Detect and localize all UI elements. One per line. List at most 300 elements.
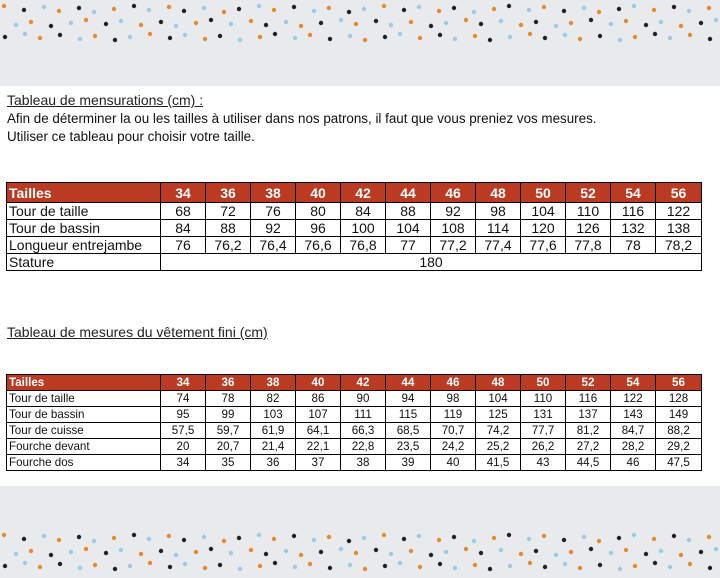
dot — [128, 35, 132, 39]
dot — [363, 38, 367, 42]
dot — [327, 535, 331, 539]
dot — [582, 535, 586, 539]
dot — [527, 537, 531, 541]
dot — [688, 33, 692, 37]
dot — [77, 535, 81, 539]
cell-value: 111 — [341, 407, 386, 423]
cell-value: 100 — [341, 220, 386, 237]
dot — [23, 561, 27, 565]
table-row — [7, 455, 702, 471]
dot — [632, 533, 636, 537]
dot — [479, 551, 483, 555]
dot — [308, 33, 312, 37]
dot — [237, 536, 241, 540]
size-header-34: 34 — [161, 183, 206, 203]
dot — [57, 538, 61, 542]
dot — [398, 32, 402, 36]
dot — [708, 37, 712, 41]
dot — [319, 21, 323, 25]
cell-value: 27,2 — [566, 439, 611, 455]
cell-value: 126 — [566, 220, 611, 237]
dot — [492, 536, 496, 540]
dot — [597, 539, 601, 543]
table-row — [7, 407, 702, 423]
dot — [168, 565, 172, 569]
dot — [417, 534, 421, 538]
dot — [429, 553, 433, 557]
cell-value: 99 — [206, 407, 251, 423]
decorative-dots-banner-top — [0, 0, 720, 86]
dot — [292, 534, 296, 538]
dot — [507, 4, 511, 8]
cell-value: 88,2 — [656, 423, 702, 439]
size-header-56: 56 — [656, 375, 702, 391]
table-row — [7, 423, 702, 439]
dot — [23, 32, 27, 36]
dot — [554, 24, 558, 28]
dot — [389, 552, 393, 556]
dot — [398, 561, 402, 565]
cell-value: 22,1 — [296, 439, 341, 455]
dot — [652, 8, 656, 12]
cell-value: 84 — [341, 203, 386, 220]
dot — [699, 21, 703, 25]
dot — [58, 33, 62, 37]
cell-value: 36 — [251, 455, 296, 471]
dot — [609, 551, 613, 555]
dot — [444, 21, 448, 25]
dot — [633, 564, 637, 568]
dot — [578, 37, 582, 41]
dot — [597, 10, 601, 14]
cell-value: 76,2 — [206, 237, 251, 254]
dot — [112, 7, 116, 11]
dot — [84, 18, 88, 22]
cell-value: 41,5 — [476, 455, 521, 471]
dot — [519, 552, 523, 556]
cell-value: 74 — [161, 391, 206, 407]
dot — [312, 538, 316, 542]
dot — [578, 566, 582, 570]
dot — [69, 21, 73, 25]
dot — [202, 535, 206, 539]
size-header-54: 54 — [611, 183, 656, 203]
dot — [362, 7, 366, 11]
cell-value: 23,5 — [386, 439, 431, 455]
dot — [77, 6, 81, 10]
cell-value: 131 — [521, 407, 566, 423]
dot — [293, 565, 297, 569]
dot — [618, 38, 622, 42]
cell-value: 96 — [296, 220, 341, 237]
dot — [194, 21, 198, 25]
dot — [29, 20, 33, 24]
dot — [264, 552, 268, 556]
cell-value: 116 — [611, 203, 656, 220]
dot — [464, 547, 468, 551]
cell-value: 143 — [611, 407, 656, 423]
size-header-50: 50 — [521, 183, 566, 203]
dot — [679, 24, 683, 28]
cell-value: 47,5 — [656, 455, 702, 471]
cell-value: 21,4 — [251, 439, 296, 455]
dot — [3, 35, 7, 39]
cell-value: 110 — [521, 391, 566, 407]
dot — [714, 547, 718, 551]
cell-value: 38 — [341, 455, 386, 471]
dot — [444, 550, 448, 554]
dot — [292, 5, 296, 9]
dot — [347, 539, 351, 543]
dot — [617, 7, 621, 11]
dot — [374, 19, 378, 23]
dot — [2, 533, 6, 537]
dot — [479, 22, 483, 26]
cell-value: 120 — [521, 220, 566, 237]
dot — [438, 33, 442, 37]
dot — [312, 9, 316, 13]
dot — [284, 549, 288, 553]
dot — [167, 5, 171, 9]
finished-garment-table — [6, 374, 702, 471]
dot — [14, 552, 18, 556]
dot — [437, 9, 441, 13]
cell-value: 98 — [476, 203, 521, 220]
header-label-tailles: Tailles — [7, 183, 161, 203]
cell-value: 107 — [296, 407, 341, 423]
dot — [328, 37, 332, 41]
dot — [707, 6, 711, 10]
dot — [22, 8, 26, 12]
dot — [183, 562, 187, 566]
measurements-table-title: Tableau de mensurations (cm) : — [7, 92, 204, 108]
cell-value: 77,6 — [521, 237, 566, 254]
cell-value: 84 — [161, 220, 206, 237]
dot — [488, 567, 492, 571]
dot — [624, 548, 628, 552]
cell-value: 74,2 — [476, 423, 521, 439]
dot — [49, 553, 53, 557]
row-label: Tour de bassin — [7, 407, 161, 423]
dot — [78, 566, 82, 570]
dot — [148, 32, 152, 36]
dot — [299, 553, 303, 557]
dot — [237, 7, 241, 11]
dot — [418, 565, 422, 569]
cell-value: 122 — [656, 203, 702, 220]
cell-value: 76,4 — [251, 237, 296, 254]
cell-value: 137 — [566, 407, 611, 423]
dot — [632, 4, 636, 8]
dot — [554, 553, 558, 557]
size-header-50: 50 — [521, 375, 566, 391]
dot — [714, 18, 718, 22]
cell-value: 61,9 — [251, 423, 296, 439]
dot — [652, 537, 656, 541]
dot — [202, 6, 206, 10]
dot — [119, 548, 123, 552]
dot — [618, 567, 622, 571]
dot — [473, 563, 477, 567]
dot — [203, 566, 207, 570]
dot — [668, 565, 672, 569]
dot — [159, 20, 163, 24]
cell-value: 92 — [251, 220, 296, 237]
table-row — [7, 203, 702, 220]
dot — [104, 22, 108, 26]
polka-dots-pattern — [0, 0, 720, 86]
cell-value: 76,8 — [341, 237, 386, 254]
cell-value: 59,7 — [206, 423, 251, 439]
dot — [29, 549, 33, 553]
size-header-34: 34 — [161, 375, 206, 391]
cell-value: 66,3 — [341, 423, 386, 439]
finished-garment-table-title: Tableau de mesures du vêtement fini (cm) — [7, 324, 268, 340]
dot — [653, 561, 657, 565]
dot — [452, 535, 456, 539]
dot — [194, 550, 198, 554]
row-label: Fourche devant — [7, 439, 161, 455]
dot — [499, 548, 503, 552]
dot — [418, 36, 422, 40]
dot — [528, 561, 532, 565]
dot — [57, 9, 61, 13]
cell-value: 72 — [206, 203, 251, 220]
cell-value: 25,2 — [476, 439, 521, 455]
cell-value: 104 — [386, 220, 431, 237]
dot — [14, 23, 18, 27]
cell-value: 34 — [161, 455, 206, 471]
table-row — [7, 237, 702, 254]
dot — [38, 565, 42, 569]
row-label: Fourche dos — [7, 455, 161, 471]
cell-value: 108 — [431, 220, 476, 237]
cell-value: 80 — [296, 203, 341, 220]
dot — [672, 5, 676, 9]
dot — [93, 563, 97, 567]
dot — [383, 35, 387, 39]
dot — [327, 6, 331, 10]
dot — [347, 10, 351, 14]
dot — [139, 552, 143, 556]
table-row — [7, 439, 702, 455]
row-label: Tour de taille — [7, 391, 161, 407]
dot — [264, 23, 268, 27]
size-header-54: 54 — [611, 375, 656, 391]
cell-value: 110 — [566, 203, 611, 220]
dot — [534, 549, 538, 553]
cell-value: 119 — [431, 407, 476, 423]
dot — [598, 563, 602, 567]
cell-value: 90 — [341, 391, 386, 407]
cell-value: 22,8 — [341, 439, 386, 455]
dot — [543, 565, 547, 569]
dot — [78, 37, 82, 41]
cell-value: 68 — [161, 203, 206, 220]
cell-value: 77,7 — [521, 423, 566, 439]
dot — [582, 6, 586, 10]
dot — [668, 36, 672, 40]
cell-value: 77,8 — [566, 237, 611, 254]
cell-value: 138 — [656, 220, 702, 237]
stature-value: 180 — [161, 254, 702, 271]
dot — [257, 4, 261, 8]
size-header-38: 38 — [251, 375, 296, 391]
dot — [624, 19, 628, 23]
dot — [49, 24, 53, 28]
dot — [258, 35, 262, 39]
dot — [437, 538, 441, 542]
cell-value: 70,7 — [431, 423, 476, 439]
dot — [272, 537, 276, 541]
dot — [183, 33, 187, 37]
cell-value: 26,2 — [521, 439, 566, 455]
dot — [354, 551, 358, 555]
dot — [272, 8, 276, 12]
dot — [257, 533, 261, 537]
dot — [148, 561, 152, 565]
dot — [84, 547, 88, 551]
cell-value: 20 — [161, 439, 206, 455]
body-measurements-table — [6, 182, 702, 271]
cell-value: 114 — [476, 220, 521, 237]
cell-value: 98 — [431, 391, 476, 407]
cell-value: 35 — [206, 455, 251, 471]
dot — [653, 32, 657, 36]
dot — [348, 34, 352, 38]
dot — [633, 35, 637, 39]
dot — [617, 536, 621, 540]
size-header-52: 52 — [566, 183, 611, 203]
dot — [284, 20, 288, 24]
dot — [562, 9, 566, 13]
cell-value: 68,5 — [386, 423, 431, 439]
dot — [222, 539, 226, 543]
dot — [382, 533, 386, 537]
dot — [319, 550, 323, 554]
cell-value: 46 — [611, 455, 656, 471]
intro-text-line-1: Afin de déterminer la ou les tailles à utiliser dans nos patrons, il faut que vous preniez vos mesures. — [7, 111, 597, 126]
cell-value: 132 — [611, 220, 656, 237]
dot — [132, 533, 136, 537]
dot — [409, 549, 413, 553]
size-header-46: 46 — [431, 375, 476, 391]
cell-value: 88 — [386, 203, 431, 220]
cell-value: 76 — [251, 203, 296, 220]
dot — [542, 5, 546, 9]
dot — [708, 566, 712, 570]
cell-value: 24,2 — [431, 439, 476, 455]
dot — [348, 563, 352, 567]
dot — [147, 8, 151, 12]
cell-value: 76 — [161, 237, 206, 254]
dot — [534, 20, 538, 24]
dot — [589, 547, 593, 551]
dot — [128, 564, 132, 568]
dot — [112, 536, 116, 540]
dot — [687, 538, 691, 542]
row-label: Longueur entrejambe — [7, 237, 161, 254]
row-label: Stature — [7, 254, 161, 271]
cell-value: 77,2 — [431, 237, 476, 254]
cell-value: 78 — [206, 391, 251, 407]
dot — [569, 21, 573, 25]
dot — [488, 38, 492, 42]
dot — [299, 24, 303, 28]
polka-dots-pattern — [0, 486, 720, 578]
cell-value: 78,2 — [656, 237, 702, 254]
cell-value: 115 — [386, 407, 431, 423]
dot — [92, 539, 96, 543]
dot — [402, 8, 406, 12]
table-row-stature — [7, 254, 702, 271]
dot — [374, 548, 378, 552]
dot — [93, 34, 97, 38]
dot — [339, 18, 343, 22]
cell-value: 28,2 — [611, 439, 656, 455]
dot — [328, 566, 332, 570]
size-header-48: 48 — [476, 183, 521, 203]
table-row — [7, 220, 702, 237]
dot — [659, 549, 663, 553]
cell-value: 84,7 — [611, 423, 656, 439]
dot — [147, 537, 151, 541]
dot — [58, 562, 62, 566]
cell-value: 128 — [656, 391, 702, 407]
dot — [104, 551, 108, 555]
dot — [354, 22, 358, 26]
dot — [258, 564, 262, 568]
cell-value: 29,2 — [656, 439, 702, 455]
size-header-46: 46 — [431, 183, 476, 203]
dot — [273, 561, 277, 565]
dot — [492, 7, 496, 11]
cell-value: 125 — [476, 407, 521, 423]
dot — [659, 20, 663, 24]
cell-value: 37 — [296, 455, 341, 471]
dot — [363, 567, 367, 571]
cell-value: 81,2 — [566, 423, 611, 439]
row-label: Tour de bassin — [7, 220, 161, 237]
dot — [203, 37, 207, 41]
dot — [383, 564, 387, 568]
cell-value: 116 — [566, 391, 611, 407]
dot — [113, 567, 117, 571]
cell-value: 20,7 — [206, 439, 251, 455]
cell-value: 77 — [386, 237, 431, 254]
dot — [402, 537, 406, 541]
dot — [168, 36, 172, 40]
dot — [92, 10, 96, 14]
cell-value: 95 — [161, 407, 206, 423]
dot — [707, 535, 711, 539]
header-label-tailles: Tailles — [7, 375, 161, 391]
dot — [473, 34, 477, 38]
dot — [69, 550, 73, 554]
dot — [644, 552, 648, 556]
dot — [174, 24, 178, 28]
size-header-36: 36 — [206, 375, 251, 391]
cell-value: 57,5 — [161, 423, 206, 439]
dot — [132, 4, 136, 8]
cell-value: 104 — [521, 203, 566, 220]
dot — [472, 539, 476, 543]
dot — [209, 18, 213, 22]
dot — [222, 10, 226, 14]
dot — [679, 553, 683, 557]
dot — [3, 564, 7, 568]
dot — [519, 23, 523, 27]
